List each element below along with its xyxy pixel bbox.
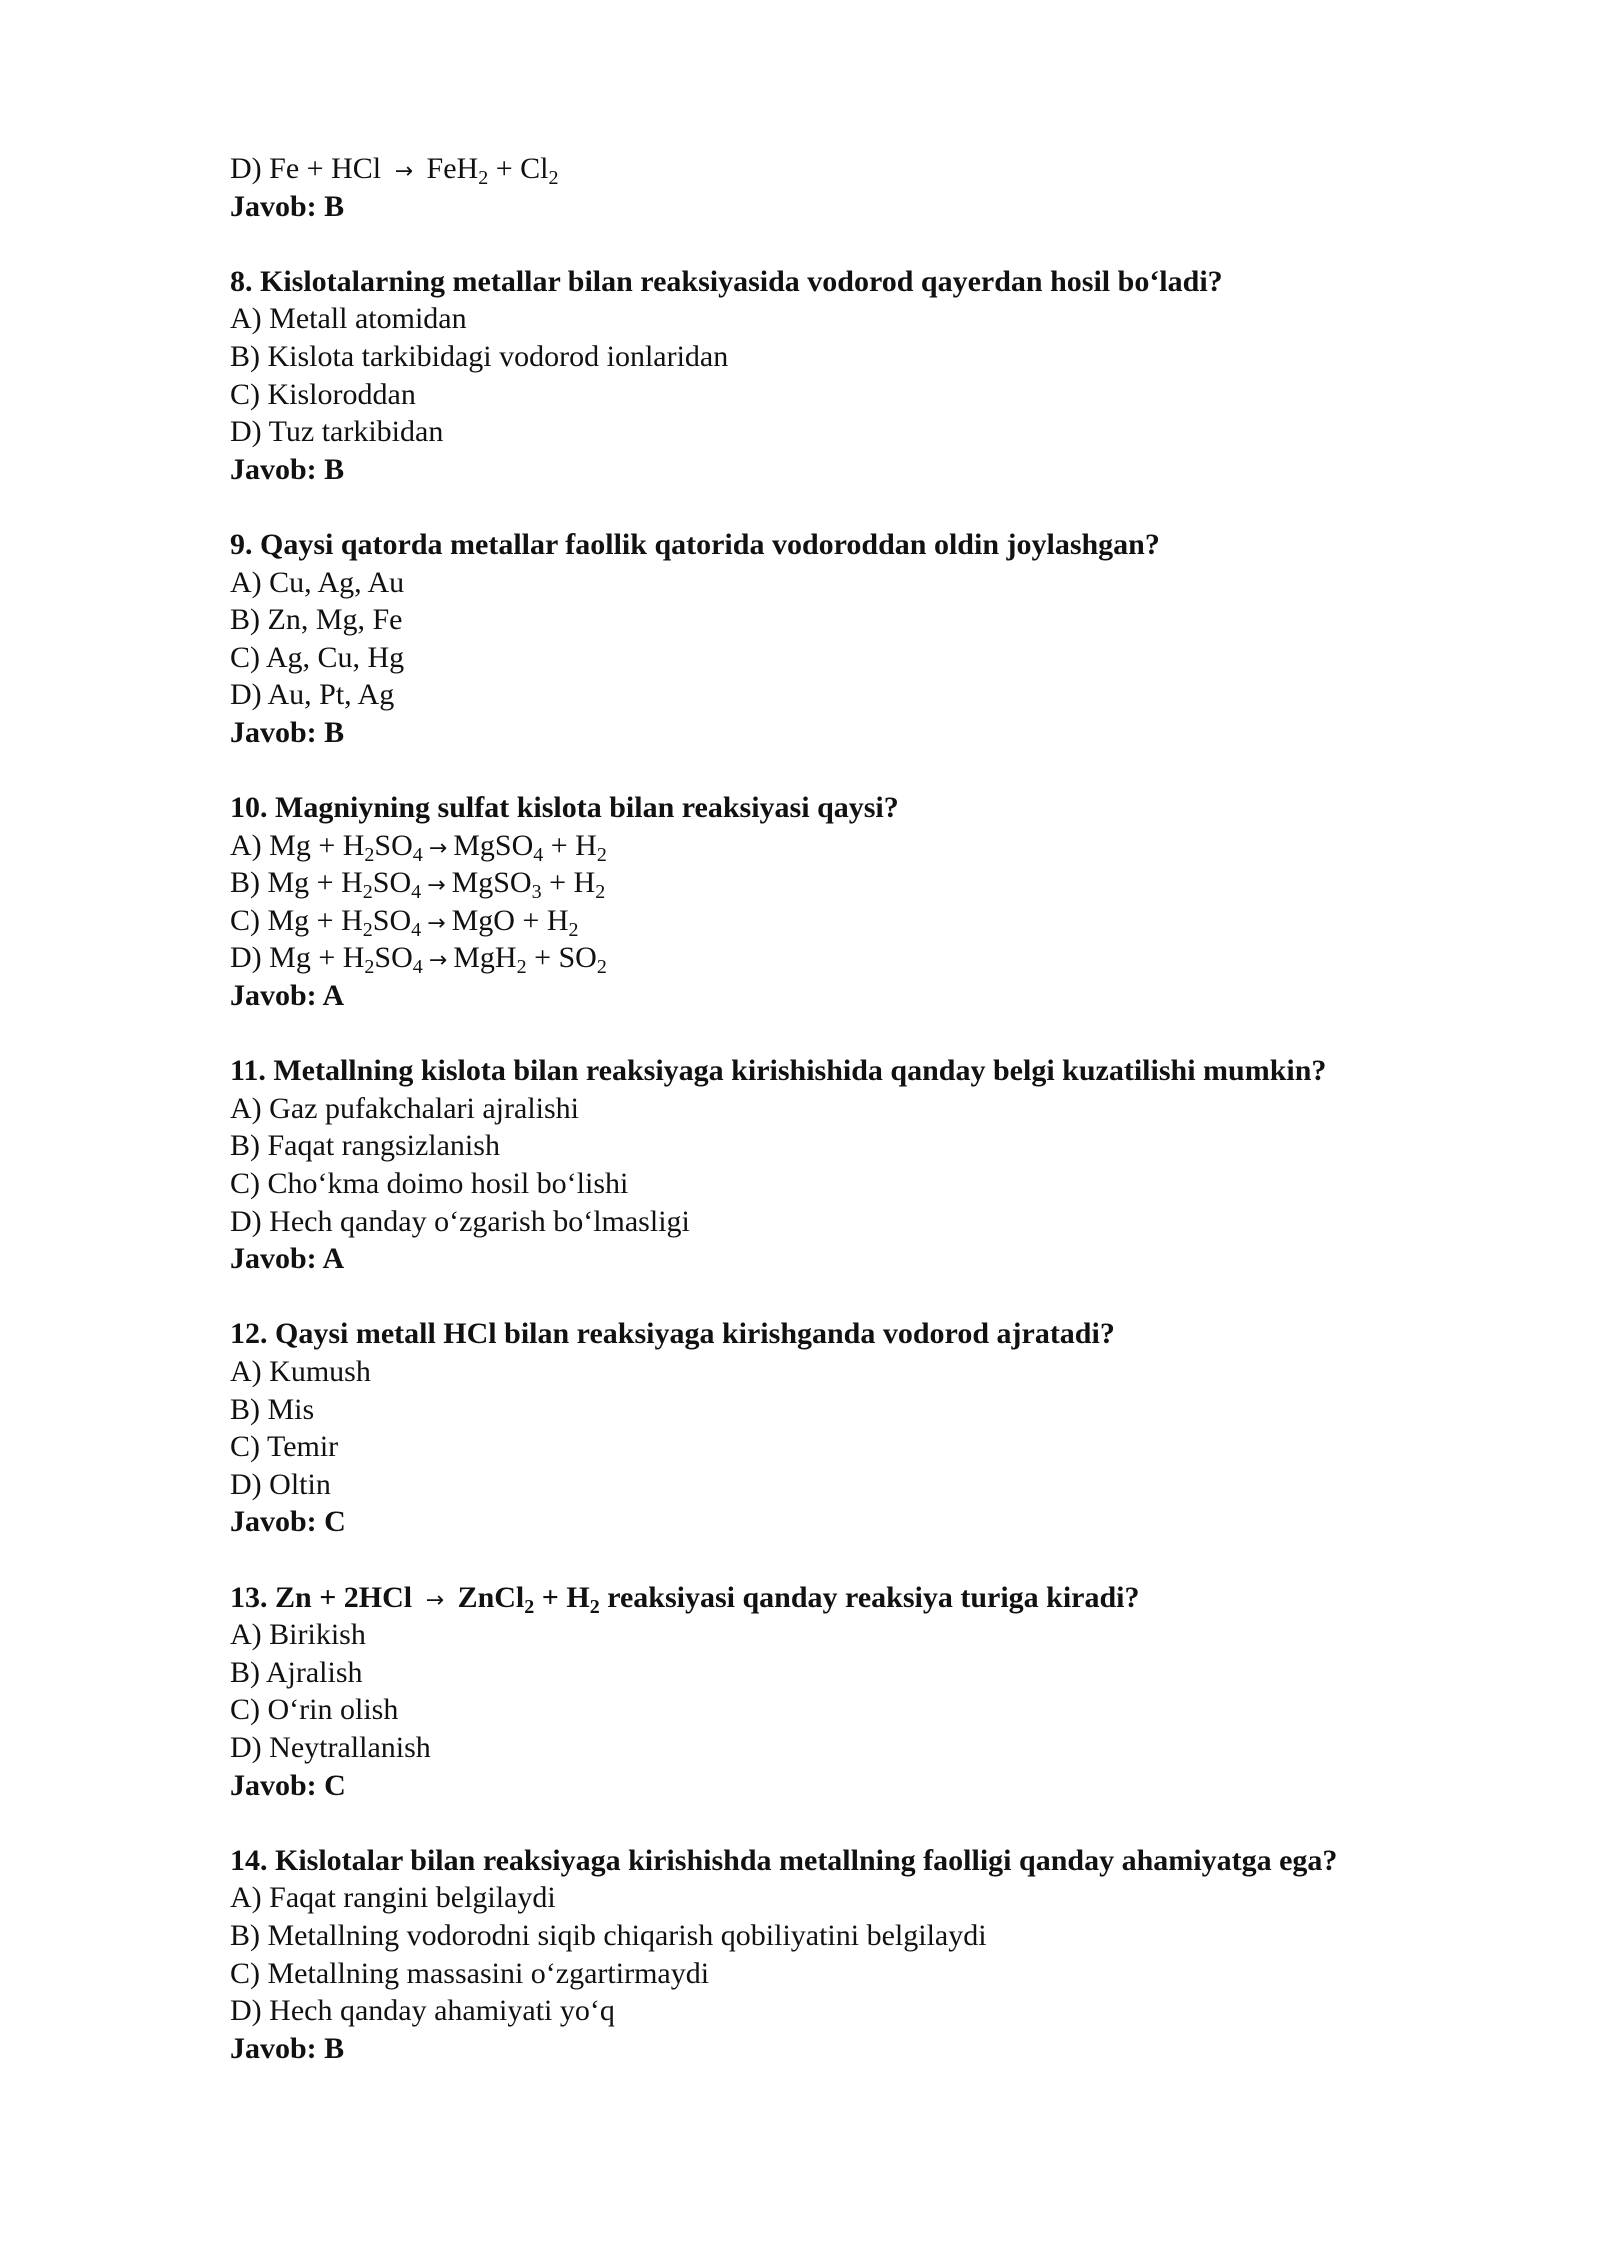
text-run: A) Birikish <box>230 1618 366 1652</box>
text-run: MgSO <box>451 866 532 900</box>
text-run: 12. Qaysi metall HCl bilan reaksiyaga kirishganda vodorod ajratadi? <box>230 1317 1115 1351</box>
subscript: 2 <box>362 881 373 904</box>
answer-option <box>230 1917 1530 1955</box>
question-spacer <box>230 1541 1530 1579</box>
answer-option <box>230 676 1530 714</box>
question-block-q12 <box>230 1315 1530 1541</box>
question-block-q10 <box>230 789 1530 1015</box>
text-run: C) Ag, Cu, Hg <box>230 640 405 674</box>
correct-answer: Javob: B <box>230 2031 345 2065</box>
text-run: A) Gaz pufakchalari ajralishi <box>230 1091 579 1125</box>
subscript: 2 <box>364 956 375 979</box>
answer-option <box>230 864 1530 902</box>
answer-option <box>230 1691 1530 1729</box>
text-run: D) Hech qanday ahamiyati yo‘q <box>230 1994 615 2028</box>
answer-option <box>230 338 1530 376</box>
subscript: 2 <box>589 1595 600 1618</box>
text-run: C) Cho‘kma doimo hosil bo‘lishi <box>230 1167 629 1201</box>
answer-option <box>230 1992 1530 2030</box>
text-run: 13. Zn + 2HCl <box>230 1580 420 1614</box>
question-block-q13 <box>230 1579 1530 1805</box>
text-run: B) Ajralish <box>230 1655 363 1689</box>
subscript: 2 <box>595 881 606 904</box>
text-run: A) Cu, Ag, Au <box>230 565 405 599</box>
text-run: A) Metall atomidan <box>230 302 467 336</box>
question-list <box>230 225 1530 2067</box>
subscript: 4 <box>411 918 422 941</box>
text-run: D) Oltin <box>230 1467 331 1501</box>
text-run: D) Hech qanday o‘zgarish bo‘lmasligi <box>230 1204 690 1238</box>
correct-answer: Javob: B <box>230 715 345 749</box>
answer-option <box>230 1729 1530 1767</box>
answer-option <box>230 1616 1530 1654</box>
answer-option <box>230 300 1530 338</box>
question-title <box>230 1315 1530 1353</box>
prev-question-option-d <box>230 150 1530 188</box>
subscript: 2 <box>362 918 373 941</box>
text-run: C) Metallning massasini o‘zgartirmaydi <box>230 1956 710 1990</box>
subscript: 3 <box>531 881 542 904</box>
question-block-q11 <box>230 1052 1530 1278</box>
question-title <box>230 526 1530 564</box>
question-spacer <box>230 1278 1530 1316</box>
text-run: A) Mg + H <box>230 828 365 862</box>
text-run: A) Kumush <box>230 1355 371 1388</box>
answer-option <box>230 1466 1530 1504</box>
question-block-q14 <box>230 1842 1530 2068</box>
answer-option <box>230 1090 1530 1128</box>
subscript: 2 <box>524 1595 535 1618</box>
text-run: B) Zn, Mg, Fe <box>230 603 403 637</box>
subscript: 2 <box>596 956 607 979</box>
answer-option <box>230 1879 1530 1917</box>
text-run: + SO <box>526 941 597 975</box>
text-run: 9. Qaysi qatorda metallar faollik qatorida vodoroddan oldin joylashgan? <box>230 527 1160 561</box>
answer-option <box>230 827 1530 865</box>
text-run: D) Au, Pt, Ag <box>230 678 395 712</box>
question-spacer <box>230 752 1530 790</box>
answer-option <box>230 639 1530 677</box>
question-block-q9 <box>230 526 1530 752</box>
subscript: 2 <box>548 167 559 189</box>
text-run: C) Kisloroddan <box>230 377 416 411</box>
text-run: MgO + H <box>451 903 569 937</box>
text-run: 10. Magniyning sulfat kislota bilan reaksiyasi qaysi? <box>230 791 899 825</box>
answer-option <box>230 1654 1530 1692</box>
text-run: D) Neytrallanish <box>230 1730 431 1764</box>
question-spacer <box>230 225 1530 263</box>
answer-option <box>230 939 1530 977</box>
text-run: B) Mis <box>230 1392 315 1426</box>
text-run: A) Faqat rangini belgilaydi <box>230 1881 556 1915</box>
text-run: D) Fe + HCl <box>230 152 389 185</box>
text-run: reaksiyasi qanday reaksiya turiga kiradi? <box>599 1580 1140 1614</box>
text-run: ZnCl <box>450 1580 525 1614</box>
text-run: SO <box>374 828 413 862</box>
text-run: 14. Kislotalar bilan reaksiyaga kirishishda metallning faolligi qanday ahamiyatga ega? <box>230 1843 1338 1877</box>
text-run: D) Tuz tarkibidan <box>230 415 444 449</box>
subscript: 2 <box>516 956 527 979</box>
answer-option <box>230 1955 1530 1993</box>
answer-option <box>230 902 1530 940</box>
subscript: 4 <box>533 843 544 866</box>
reaction-arrow-icon: → <box>428 835 448 861</box>
answer-option <box>230 413 1530 451</box>
question-spacer <box>230 488 1530 526</box>
text-run: B) Kislota tarkibidagi vodorod ionlaridan <box>230 339 729 373</box>
subscript: 4 <box>412 956 423 979</box>
text-run: C) O‘rin olish <box>230 1693 399 1727</box>
correct-answer: Javob: C <box>230 1768 346 1802</box>
correct-answer: Javob: C <box>230 1505 346 1539</box>
text-run: MgSO <box>453 828 534 862</box>
text-run: SO <box>372 903 412 937</box>
answer-option <box>230 1353 1530 1391</box>
answer-option <box>230 1127 1530 1165</box>
subscript: 2 <box>364 843 375 866</box>
text-run: SO <box>372 866 412 900</box>
reaction-arrow-icon: → <box>427 873 446 899</box>
text-run: MgH <box>453 941 517 975</box>
answer-option <box>230 1428 1530 1466</box>
subscript: 2 <box>568 918 579 941</box>
question-spacer <box>230 1015 1530 1053</box>
text-run: + H <box>534 1580 590 1614</box>
correct-answer: Javob: A <box>230 979 345 1013</box>
answer-option <box>230 1203 1530 1241</box>
reaction-arrow-icon: → <box>394 159 414 184</box>
text-run: C) Mg + H <box>230 903 363 937</box>
reaction-arrow-icon: → <box>427 910 446 936</box>
prev-question-answer: Javob: B <box>230 189 345 223</box>
text-run: + Cl <box>488 152 549 185</box>
reaction-arrow-icon: → <box>428 948 448 974</box>
subscript: 4 <box>412 843 423 866</box>
text-run: + H <box>541 866 596 900</box>
text-run: B) Faqat rangsizlanish <box>230 1129 500 1163</box>
text-run: FeH <box>419 152 479 185</box>
question-title <box>230 263 1530 301</box>
question-spacer <box>230 1804 1530 1842</box>
subscript: 2 <box>478 167 489 189</box>
correct-answer: Javob: A <box>230 1242 345 1276</box>
subscript: 4 <box>411 881 422 904</box>
text-run: 8. Kislotalarning metallar bilan reaksiyasida vodorod qayerdan hosil bo‘ladi? <box>230 264 1223 298</box>
answer-option <box>230 376 1530 414</box>
question-title <box>230 1052 1530 1090</box>
answer-option <box>230 601 1530 639</box>
text-run: B) Metallning vodorodni siqib chiqarish qobiliyatini belgilaydi <box>230 1918 987 1952</box>
question-title <box>230 1842 1530 1880</box>
document-page <box>230 150 1530 2067</box>
text-run: + H <box>543 828 597 862</box>
answer-option <box>230 1391 1530 1429</box>
answer-option <box>230 564 1530 602</box>
correct-answer: Javob: B <box>230 452 345 486</box>
text-run: 11. Metallning kislota bilan reaksiyaga kirishishida qanday belgi kuzatilishi mumkin? <box>230 1054 1327 1088</box>
text-run: C) Temir <box>230 1430 339 1464</box>
answer-option <box>230 1165 1530 1203</box>
text-run: SO <box>374 941 413 975</box>
reaction-arrow-icon: → <box>425 1587 445 1613</box>
question-title <box>230 1579 1530 1617</box>
text-run: B) Mg + H <box>230 866 363 900</box>
text-run: D) Mg + H <box>230 941 365 975</box>
question-title <box>230 789 1530 827</box>
subscript: 2 <box>596 843 607 866</box>
question-block-q8 <box>230 263 1530 489</box>
